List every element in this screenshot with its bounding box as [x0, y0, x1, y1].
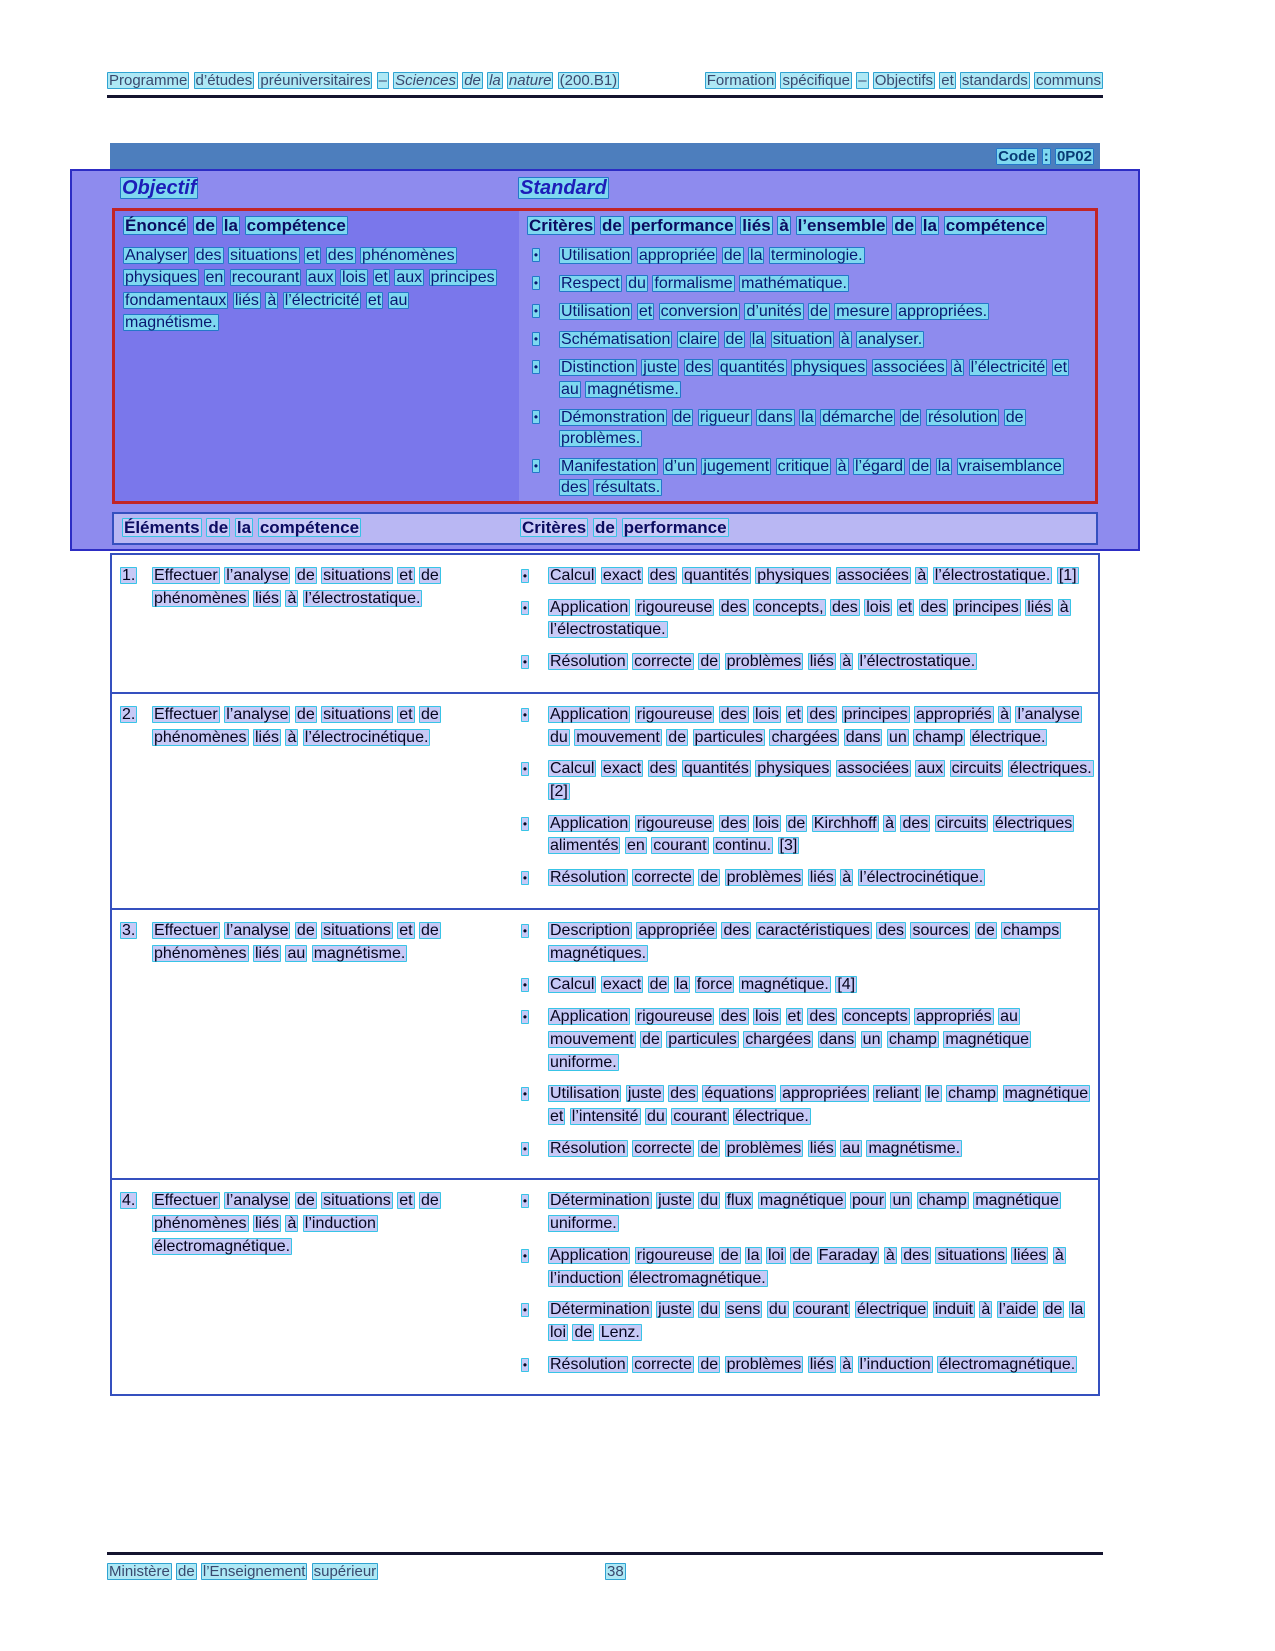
bullet-icon: • [522, 923, 528, 938]
criteria-list [516, 1190, 1094, 1376]
criterion-item [516, 920, 1094, 965]
bullet-icon: • [533, 276, 539, 291]
criterion-item [516, 1006, 1094, 1074]
bullet-icon: • [533, 248, 539, 262]
bullet-icon: • [522, 600, 528, 615]
bullet-icon: • [533, 360, 539, 375]
objectif-title: Objectif [122, 177, 197, 199]
criterion-item [516, 1245, 1094, 1290]
criteria-cell [516, 1186, 1098, 1385]
objectif-cell [112, 177, 516, 200]
criteria-cell [516, 916, 1098, 1169]
header-program-code: (200.B1) [559, 72, 618, 89]
criterion-text: Détermination juste du sens du courant électrique induit à l’aide de la loi de Lenz. [550, 1301, 1084, 1341]
element-text: Effectuer l’analyse de situations et de phénomènes liés au magnétisme. [154, 921, 439, 962]
bullet-icon: • [522, 762, 528, 777]
criteria-list [516, 704, 1094, 890]
objectif-standard-panel [70, 169, 1140, 551]
criteres-title: Critères de performance [522, 518, 727, 537]
criterion-item [516, 1083, 1094, 1128]
criterion-text: Calcul exact des quantités physiques associées aux circuits électriques. [2] [550, 760, 1092, 801]
element-row-3 [112, 908, 1098, 1178]
criteria-list [516, 565, 1094, 674]
criteria-list [516, 920, 1094, 1160]
element-number: 4. [122, 1192, 136, 1210]
enonce-annotation-frame [112, 208, 1098, 504]
element-cell [112, 1186, 516, 1385]
element-text: Effectuer l’analyse de situations et de phénomènes liés à l’induction électromagnétique. [154, 1192, 439, 1255]
bullet-icon: • [533, 332, 539, 347]
bullet-icon: • [522, 707, 528, 722]
criterion-text: Résolution correcte de problèmes liés au magnétisme. [550, 1139, 961, 1157]
enonce-body-cell [115, 240, 519, 504]
criterion-text: Résolution correcte de problèmes liés à l’électrostatique. [550, 653, 976, 671]
element-number: 2. [122, 705, 136, 723]
bullet-icon: • [522, 1010, 528, 1025]
criterion-text: Manifestation d’un jugement critique à l’égard de la vraisemblance des résultats. [561, 457, 1062, 496]
objectif-standard-row [112, 177, 1098, 200]
criterion-text: Respect du formalisme mathématique. [561, 275, 847, 293]
element-cell [112, 561, 516, 683]
enonce-text: Analyser des situations et des phénomènes physiques en recourant aux lois et aux principes fondamentaux liés à l’électricité et au magnétisme. [125, 247, 495, 332]
criteres-title-cell [518, 518, 1096, 538]
criterion-item [516, 1190, 1094, 1235]
code-band [110, 143, 1100, 169]
header-section-title: Formation spécifique – Objectifs et standards communs [706, 72, 1101, 89]
criterion-text: Schématisation claire de la situation à analyser. [561, 331, 923, 349]
criteria-cell [516, 561, 1098, 683]
header-right-text [705, 72, 1103, 89]
bullet-icon: • [522, 1303, 528, 1318]
enonce-title: Énoncé de la compétence [125, 216, 346, 235]
bullet-icon: • [533, 409, 539, 424]
element-number: 1. [122, 567, 136, 584]
criterion-item [516, 758, 1094, 803]
criterion-item [516, 1354, 1094, 1377]
bullet-icon: • [522, 978, 528, 993]
criterion-text: Utilisation juste des équations appropriées reliant le champ magnétique et l’intensité du courant électrique. [550, 1085, 1089, 1125]
criterion-item [527, 329, 1087, 350]
standard-title: Standard [520, 177, 607, 199]
criterion-text: Application rigoureuse de la loi de Faraday à des situations liées à l’induction électromagnétique. [550, 1246, 1064, 1287]
bullet-icon: • [533, 458, 539, 473]
page-number: 38 [607, 1563, 624, 1580]
criterion-text: Application rigoureuse des lois et des concepts appropriés au mouvement de particules chargées dans un champ magnétique uniforme. [550, 1008, 1030, 1071]
criteres-ensemble-body-cell [519, 240, 1095, 504]
criterion-item [516, 974, 1094, 997]
bullet-icon: • [522, 1087, 528, 1102]
criterion-text: Application rigoureuse des lois et des principes appropriés à l’analyse du mouvement de particules chargées dans un champ électrique. [550, 705, 1080, 746]
bullet-icon: • [522, 655, 528, 670]
criterion-item [516, 597, 1094, 642]
element-text: Effectuer l’analyse de situations et de phénomènes liés à l’électrostatique. [154, 567, 439, 607]
page-header [107, 72, 1103, 98]
criterion-text: Démonstration de rigueur dans la démarche de résolution de problèmes. [561, 408, 1024, 447]
bullet-icon: • [522, 871, 528, 886]
header-program-name: Sciences de la nature [395, 72, 552, 89]
element-number: 3. [122, 921, 136, 939]
bullet-icon: • [522, 1357, 528, 1372]
criterion-item [527, 245, 1087, 266]
criteres-ensemble-title: Critères de performance liés à l’ensemble de la compétence [529, 216, 1045, 235]
criteria-cell [516, 700, 1098, 899]
criterion-item [527, 301, 1087, 322]
criterion-item [516, 651, 1094, 674]
criteres-ensemble-header-cell [519, 211, 1095, 240]
criterion-item [516, 1138, 1094, 1161]
criterion-text: Calcul exact des quantités physiques associées à l’électrostatique. [1] [550, 567, 1077, 584]
criterion-item [516, 565, 1094, 588]
criterion-item [527, 407, 1087, 449]
header-left-text [107, 72, 619, 89]
criterion-item [516, 867, 1094, 890]
bullet-icon: • [522, 1248, 528, 1263]
element-cell [112, 916, 516, 1169]
criterion-text: Description appropriée des caractéristiques des sources de champs magnétiques. [550, 921, 1060, 962]
enonce-header-cell [115, 211, 519, 240]
element-row-2 [112, 692, 1098, 908]
page-footer [107, 1552, 1103, 1580]
element-row-4 [112, 1178, 1098, 1394]
criterion-text: Détermination juste du flux magnétique pour un champ magnétique uniforme. [550, 1192, 1059, 1233]
bullet-icon: • [522, 816, 528, 831]
criterion-item [527, 456, 1087, 498]
criterion-item [516, 813, 1094, 858]
criterion-item [527, 357, 1087, 399]
criterion-item [516, 1299, 1094, 1344]
elements-table [110, 553, 1100, 1396]
criterion-text: Distinction juste des quantités physiques associées à l’électricité et au magnétisme. [561, 359, 1068, 398]
footer-ministry: Ministère de l’Enseignement supérieur [109, 1563, 377, 1580]
code-label: Code : 0P02 [998, 147, 1092, 165]
criteres-ensemble-list [527, 245, 1087, 498]
bullet-icon: • [533, 304, 539, 319]
elements-title: Éléments de la compétence [124, 518, 360, 537]
elements-header-row [112, 512, 1098, 545]
criterion-text: Utilisation appropriée de la terminologie. [561, 247, 863, 264]
elements-title-cell [114, 518, 518, 538]
element-cell [112, 700, 516, 899]
element-text: Effectuer l’analyse de situations et de phénomènes liés à l’électrocinétique. [154, 705, 439, 746]
bullet-icon: • [522, 1194, 528, 1209]
header-program-title: Programme d’études préuniversitaires – [109, 72, 387, 89]
bullet-icon: • [522, 569, 528, 583]
criterion-item [516, 704, 1094, 749]
standard-cell [516, 177, 1098, 200]
criterion-text: Résolution correcte de problèmes liés à l’induction électromagnétique. [550, 1355, 1076, 1373]
criterion-text: Application rigoureuse des lois de Kirchhoff à des circuits électriques alimentés en courant continu. [3] [550, 814, 1073, 855]
criterion-text: Application rigoureuse des concepts, des lois et des principes liés à l’électrostatique. [550, 598, 1069, 639]
criterion-text: Calcul exact de la force magnétique. [4] [550, 976, 856, 994]
criterion-item [527, 273, 1087, 294]
element-row-1 [112, 555, 1098, 692]
criterion-text: Utilisation et conversion d’unités de mesure appropriées. [561, 303, 988, 321]
criterion-text: Résolution correcte de problèmes liés à l’électrocinétique. [550, 869, 984, 887]
bullet-icon: • [522, 1141, 528, 1156]
